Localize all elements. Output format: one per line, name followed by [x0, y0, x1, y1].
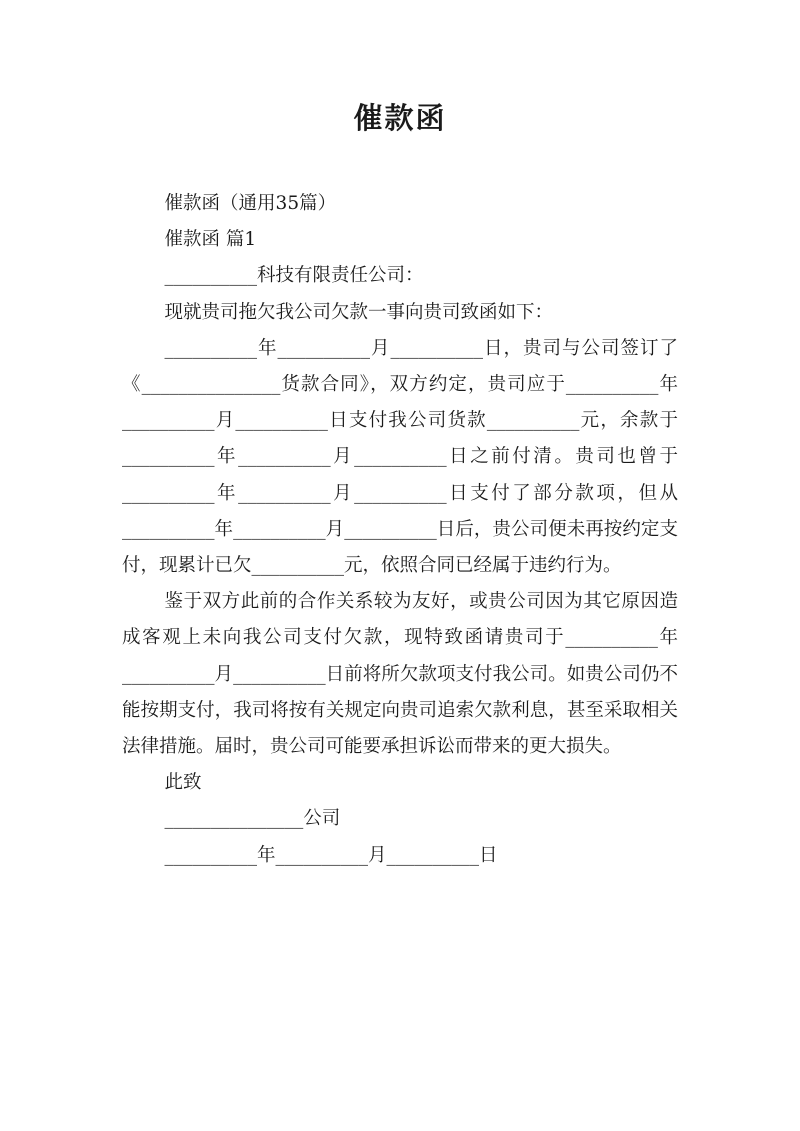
body-paragraph-2: 鉴于双方此前的合作关系较为友好，或贵公司因为其它原因造成客观上未向我公司支付欠款，现特致函请贵司于__________年__________月__________日前将所欠款项支付我公司。如贵公司仍不能按期支付，我司将按有关规定向贵司追索欠款利息，甚至采取相关法律措施。届时，贵公司可能要承担诉讼而带来的更大损失。 — [122, 591, 678, 758]
signature-date: __________年__________月__________日 — [164, 844, 498, 866]
document-subtitle: 催款函（通用35篇） — [164, 193, 337, 214]
intro-line: 现就贵司拖欠我公司欠款一事向贵司致函如下： — [164, 301, 554, 323]
addressee-line: __________科技有限责任公司： — [164, 265, 424, 287]
document-title: 催款函 — [353, 101, 447, 135]
document-body — [122, 186, 678, 874]
closing-line: 此致 — [164, 772, 202, 794]
section-heading: 催款函 篇1 — [164, 229, 257, 251]
body-paragraph-1: __________年__________月__________日，贵司与公司签订了《_______________货款合同》，双方约定，贵司应于__________年__________月__________日支付我公司货款__________元，余款于__________年__________月__________日之前付清。贵司也曾于__________年__________月__________日支付了部分款项，但从__________年__________月__________日后，贵公司便未再按约定支付，现累计已欠__________元，依照合同已经属于违约行为。 — [122, 337, 678, 577]
signature-company: _______________公司 — [164, 808, 341, 830]
